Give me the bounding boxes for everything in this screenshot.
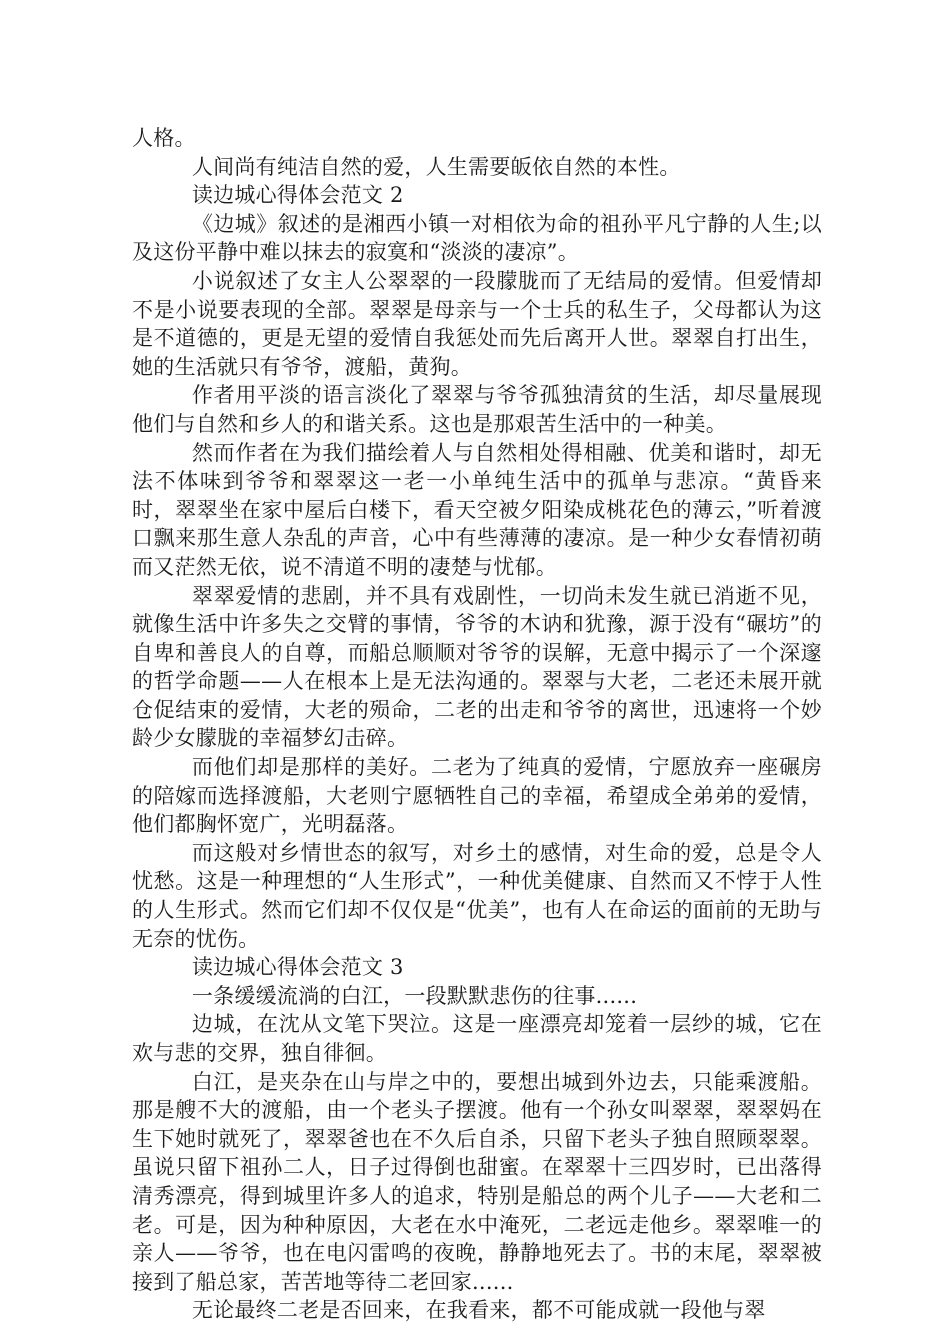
paragraph: 小说叙述了女主人公翠翠的一段朦胧而了无结局的爱情。但爱情却不是小说要表现的全部。翠翠是母亲与一个士兵的私生子，父母都认为这是不道德的，更是无望的爱情自我惩处而先后离开人世。翠翠自打出生，她的生活就只有爷爷，渡船，黄狗。: [132, 268, 822, 379]
paragraph-continuation: 人格。: [132, 126, 196, 150]
paragraph: 作者用平淡的语言淡化了翠翠与爷爷孤独清贫的生活，却尽量展现他们与自然和乡人的和谐关系。这也是那艰苦生活中的一种美。: [132, 383, 822, 436]
paragraph: 边城，在沈从文笔下哭泣。这是一座漂亮却笼着一层纱的城，它在欢与悲的交界，独自徘徊。: [132, 1012, 822, 1065]
paragraph: 翠翠爱情的悲剧，并不具有戏剧性，一切尚未发生就已消逝不见，就像生活中许多失之交臂的事情，爷爷的木讷和犹豫，源于没有“碾坊”的自卑和善良人的自尊，而船总顺顺对爷爷的误解，无意中揭示了一个深邃的哲学命题——人在根本上是无法沟通的。翠翠与大老，二老还未展开就仓促结束的爱情，大老的殒命，二老的出走和爷爷的离世，迅速将一个妙龄少女朦胧的幸福梦幻击碎。: [132, 583, 822, 751]
section-heading-2: 读边城心得体会范文 2: [191, 183, 404, 208]
paragraph: 白江，是夹杂在山与岸之中的，要想出城到外边去，只能乘渡船。那是艘不大的渡船，由一个老头子摆渡。他有一个孙女叫翠翠，翠翠妈在生下她时就死了，翠翠爸也在不久后自杀，只留下老头子独自照顾翠翠。虽说只留下祖孙二人，日子过得倒也甜蜜。在翠翠十三四岁时，已出落得清秀漂亮，得到城里许多人的追求，特别是船总的两个儿子——大老和二老。可是，因为种种原因，大老在水中淹死，二老远走他乡。翠翠唯一的亲人——爷爷，也在电闪雷鸣的夜晚，静静地死去了。书的末尾，翠翠被接到了船总家，苦苦地等待二老回家......: [132, 1069, 822, 1294]
section-heading-3: 读边城心得体会范文 3: [191, 955, 404, 980]
paragraph: 然而作者在为我们描绘着人与自然相处得相融、优美和谐时，却无法不体味到爷爷和翠翠这一老一小单纯生活中的孤单与悲凉。“黄昏来时，翠翠坐在家中屋后白楼下，看天空被夕阳染成桃花色的薄云，”听着渡口飘来那生意人杂乱的声音，心中有些薄薄的凄凉。是一种少女春情初萌而又茫然无依，说不清道不明的凄楚与忧郁。: [132, 440, 822, 579]
paragraph: 《边城》叙述的是湘西小镇一对相依为命的祖孙平凡宁静的人生;以及这份平静中难以抹去的寂寞和“淡淡的凄凉”。: [132, 211, 822, 265]
paragraph: 人间尚有纯洁自然的爱，人生需要皈依自然的本性。: [191, 154, 681, 179]
paragraph: 而这般对乡情世态的叙写，对乡土的感情，对生命的爱，总是令人忧愁。这是一种理想的“人生形式”，一种优美健康、自然而又不悖于人性的人生形式。然而它们却不仅仅是“优美”，也有人在命运的面前的无助与无奈的忧伤。: [132, 840, 822, 951]
paragraph-truncated: 无论最终二老是否回来，在我看来，都不可能成就一段他与翠: [191, 1298, 766, 1323]
document-body: [132, 124, 822, 1325]
paragraph: 一条缓缓流淌的白江，一段默默悲伤的往事......: [191, 983, 638, 1008]
paragraph: 而他们却是那样的美好。二老为了纯真的爱情，宁愿放弃一座碾房的陪嫁而选择渡船，大老则宁愿牺牲自己的幸福，希望成全弟弟的爱情，他们都胸怀宽广，光明磊落。: [132, 755, 822, 837]
